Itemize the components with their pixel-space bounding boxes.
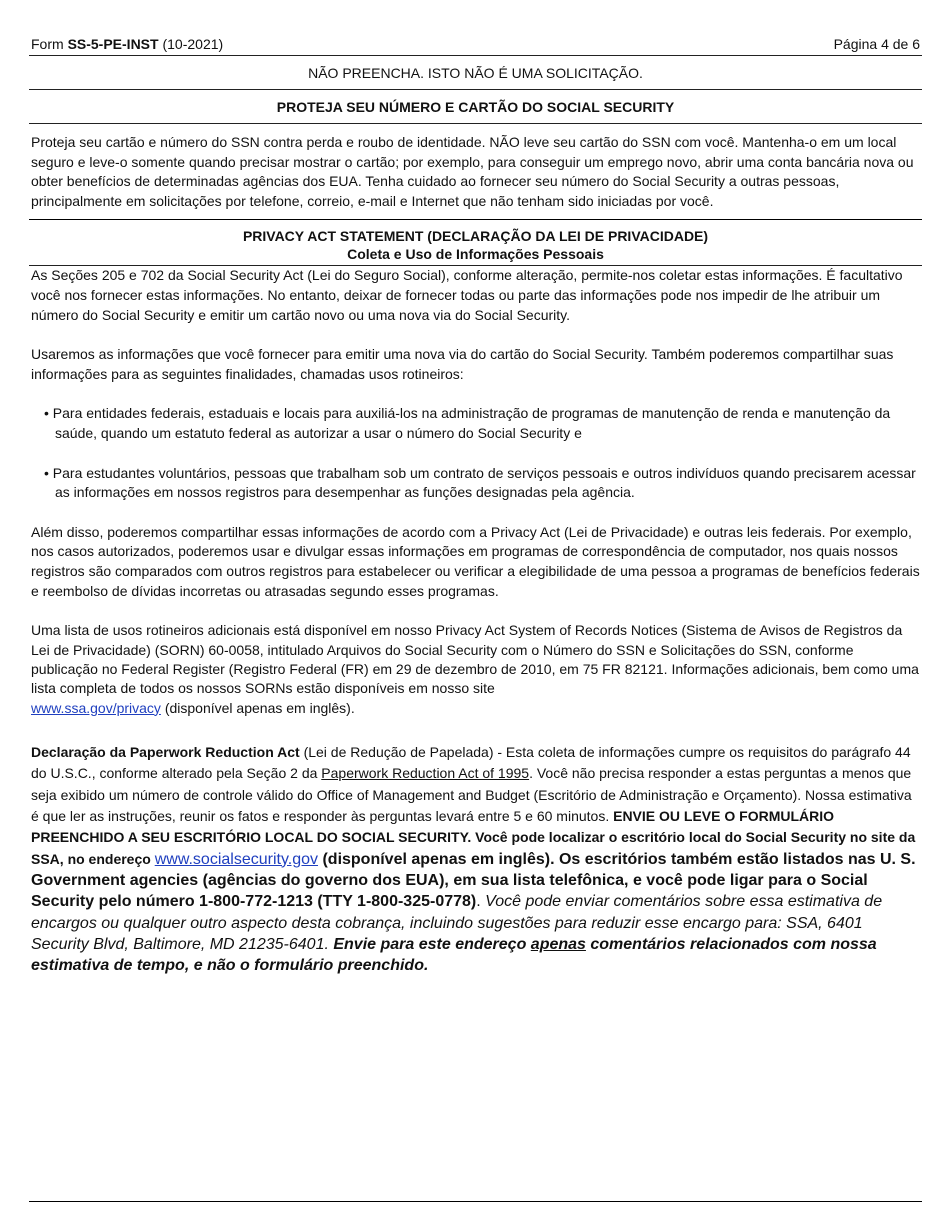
paperwork-title: Declaração da Paperwork Reduction Act: [31, 744, 300, 761]
paperwork-bold-instruction: ENVIE OU LEVE O FORMULÁRIO PREENCHIDO A SEU ESCRITÓRIO LOCAL DO SOCIAL SECURITY. Você pode localizar o escritório local do Social Security no site da SSA, no endereço: [31, 808, 916, 867]
privacy-paragraph-4: [29, 621, 922, 718]
paperwork-italic-comments: Você pode enviar comentários sobre essa estimativa de encargos ou qualquer outro aspecto desta cobrança, incluindo sugestões para reduzir esse encargo para: SSA, 6401 Security Blvd, Baltimore, MD 21235-6401.: [31, 893, 883, 953]
divider: [29, 89, 922, 90]
protect-section-title: PROTEJA SEU NÚMERO E CARTÃO DO SOCIAL SECURITY: [276, 99, 675, 115]
footer-divider: [29, 1201, 922, 1202]
form-identifier: [31, 36, 223, 52]
form-page: [29, 0, 922, 976]
paperwork-statement: [29, 742, 922, 976]
socialsecurity-link[interactable]: www.socialsecurity.gov: [154, 850, 319, 868]
protect-body: Proteja seu cartão e número do SSN contra perda e roubo de identidade. NÃO leve seu cartão do SSN com você. Mantenha-o em um local seguro e leve-o somente quando precisar mostrar o cartão; por exemplo, para conseguir um emprego novo, abrir uma conta bancária nova ou obter benefícios de determinadas agências dos EUA. Tenha cuidado ao fornecer seu número do Social Security a outras pessoas, principalmente em solicitações por telefone, correio, e-mail e Internet que não tenham sido iniciadas por você.: [31, 134, 914, 209]
paperwork-text-2: . Você não precisa responder a estas perguntas a menos que seja exibido um número de controle válido do Office of Management and Budget (Escritório de Administração e Orçamento). Nossa estimativa é que ler as instruções, reunir os fatos e responder às perguntas levará entre 5 e 60 minutos.: [31, 765, 912, 825]
page-number: Página 4 de 6: [833, 36, 920, 52]
paperwork-bold-offices: (disponível apenas em inglês). Os escritórios também estão listados nas U. S. Government agencies (agências do governo dos EUA), em sua lista telefônica, e você pode ligar para o Social Security pelo número 1-800-772-1213 (TTY 1-800-325-0778): [31, 850, 916, 911]
sorn-text: Uma lista de usos rotineiros adicionais está disponível em nosso Privacy Act System of Records Notices (Sistema de Avisos de Registros da Lei de Privacidade) (SORN) 60-0058, intitulado Arquivos do Social Security com o Número do SSN e Solicitações do SSN, conforme publicação no Federal Register (Registro Federal (FR) em 29 de dezembro de 2010, em 75 FR 82121. Informações adicionais, bem como uma lista completa de todos os nossos SORNs estão disponíveis em nosso site: [31, 622, 919, 697]
list-item: • Para entidades federais, estaduais e locais para auxiliá-los na administração de programas de manutenção de renda e manutenção da saúde, quando um estatuto federal as autorizar a usar o número do Social Security e: [44, 405, 891, 441]
paperwork-only-word: apenas: [530, 935, 586, 953]
paperwork-act-link[interactable]: Paperwork Reduction Act of 1995: [321, 765, 530, 782]
paperwork-send-note: Envie para este endereço: [333, 935, 531, 953]
divider: [29, 123, 922, 124]
privacy-paragraph-3: Além disso, poderemos compartilhar essas informações de acordo com a Privacy Act (Lei de Privacidade) e outras leis federais. Por exemplo, nos casos autorizados, poderemos usar e divulgar essas informações em programas de correspondência de computador, nos quais nossos registros são comparados com outros registros para estabelecer ou verificar a elegibilidade de uma pessoa a programas de benefícios federais e reembolso de dívidas incorretas ou atrasadas segundo esses programas.: [31, 523, 920, 599]
list-item: • Para estudantes voluntários, pessoas que trabalham sob um contrato de serviços pessoais e outros indivíduos quando precisarem acessar as informações em nossos registros para desempenhar as funções designadas pela agência.: [44, 464, 916, 501]
header-divider: [29, 55, 922, 56]
bullet-text: Para entidades federais, estaduais e locais para auxiliá-los na administração de programas de manutenção de renda e manutenção da saúde, quando um estatuto federal as autorizar a usar o número do Social Security e: [52, 405, 891, 441]
privacy-paragraph-2: Usaremos as informações que você fornecer para emitir uma nova via do cartão do Social Security. Também poderemos compartilhar suas informações para as seguintes finalidades, chamadas usos rotineiros:: [31, 346, 894, 382]
paperwork-text-1: (Lei de Redução de Papelada) - Esta coleta de informações cumpre os requisitos do parágrafo 44 do U.S.C., conforme alterado pela Seção 2 da: [31, 744, 911, 782]
bullet-text: Para estudantes voluntários, pessoas que trabalham sob um contrato de serviços pessoais e outros indivíduos quando precisarem acessar as informações em nossos registros para desempenhar as funções designadas pela agência.: [52, 464, 916, 501]
form-id: SS-5-PE-INST: [67, 36, 159, 52]
divider: [29, 219, 922, 220]
privacy-section-subtitle: Coleta e Uso de Informações Pessoais: [347, 246, 604, 263]
notice-banner: NÃO PREENCHA. ISTO NÃO É UMA SOLICITAÇÃO.: [308, 65, 643, 81]
paperwork-send-note-end: comentários relacionados com nossa estimativa de tempo, e não o formulário preenchido.: [31, 935, 877, 975]
page-header: [29, 36, 922, 52]
ssa-privacy-link[interactable]: www.ssa.gov/privacy: [31, 699, 161, 716]
period: .: [476, 893, 486, 911]
availability-note: (disponível apenas em inglês).: [160, 699, 355, 716]
form-date: (10-2021): [162, 36, 224, 52]
form-prefix: Form: [31, 36, 64, 52]
privacy-paragraph-1: As Seções 205 e 702 da Social Security Act (Lei do Seguro Social), conforme alteração, permite-nos coletar estas informações. É facultativo você nos fornecer estas informações. No entanto, deixar de fornecer todas ou parte das informações pode nos impedir de lhe atribuir um número do Social Security e emitir um cartão novo ou uma nova via do Social Security.: [31, 267, 903, 323]
privacy-section-title: PRIVACY ACT STATEMENT (DECLARAÇÃO DA LEI DE PRIVACIDADE): [242, 228, 709, 245]
